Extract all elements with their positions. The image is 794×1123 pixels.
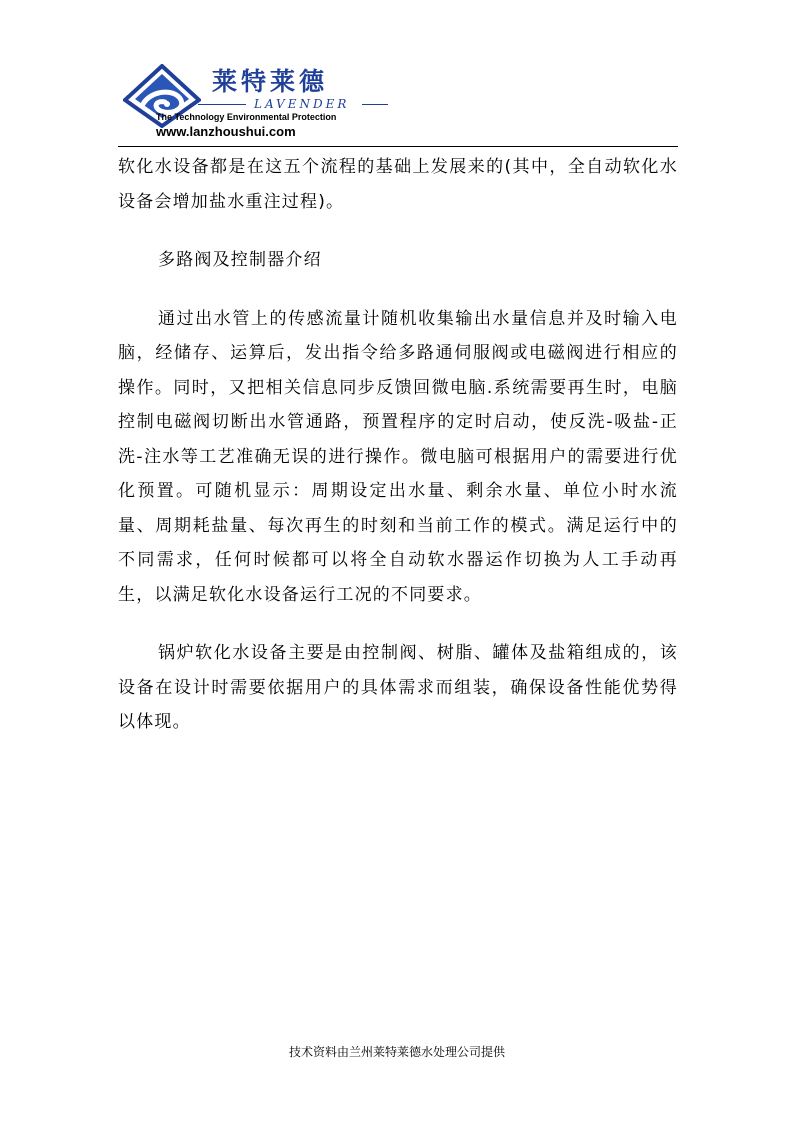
paragraph-controller: 通过出水管上的传感流量计随机收集输出水量信息并及时输入电脑，经储存、运算后，发出指令给多路通伺服阀或电磁阀进行相应的操作。同时，又把相关信息同步反馈回微电脑.系统需要再生时，电脑控制电磁阀切断出水管通路，预置程序的定时启动，使反洗-吸盐-正洗-注水等工艺准确无误的进行操作。微电脑可根据用户的需要进行优化预置。可随机显示：周期设定出水量、剩余水量、单位小时水流量、周期耗盐量、每次再生的时刻和当前工作的模式。满足运行中的不同需求，任何时候都可以将全自动软水器运作切换为人工手动再生，以满足软化水设备运行工况的不同要求。	[118, 308, 678, 605]
page-footer: 技术资料由兰州莱特莱德水处理公司提供	[288, 1045, 505, 1059]
page-header	[118, 56, 680, 148]
brand-rule-right	[362, 104, 388, 105]
website-url: www.lanzhoushui.com	[156, 124, 296, 139]
brand-chinese-name: 莱特莱德	[212, 67, 329, 96]
paragraph-intro: 软化水设备都是在这五个流程的基础上发展来的(其中，全自动软化水设备会增加盐水重注过程)。	[118, 157, 678, 212]
brand-english-name: LAVENDER	[254, 97, 350, 111]
brand-rule-left	[198, 104, 246, 105]
brand-tagline: The Technology Environmental Protection	[156, 112, 337, 122]
brand-english-block	[198, 97, 388, 111]
section-heading: 多路阀及控制器介绍	[158, 250, 322, 270]
header-divider	[118, 146, 678, 147]
document-body	[118, 150, 678, 740]
paragraph-boiler: 锅炉软化水设备主要是由控制阀、树脂、罐体及盐箱组成的，该设备在设计时需要依据用户的具体需求而组装，确保设备性能优势得以体现。	[118, 643, 678, 732]
